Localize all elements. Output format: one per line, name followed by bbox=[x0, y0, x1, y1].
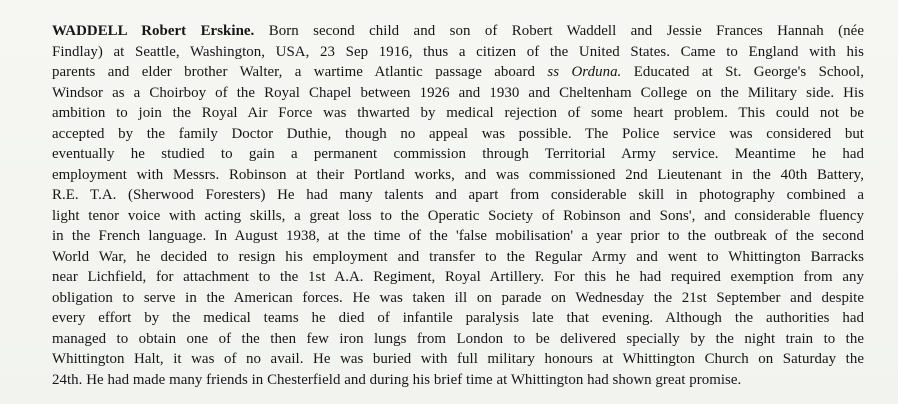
text-line: employment with Messrs. Robinson at their Portland works, and was commissioned 2nd Lieutenant in the 40th Battery, bbox=[52, 166, 864, 183]
text-line: every effort by the medical teams he died of infantile paralysis late that evening. Although the authorities had bbox=[52, 310, 864, 326]
text-line: Findlay) at Seattle, Washington, USA, 23 Sep 1916, thus a citizen of the United States. Came to England with his bbox=[52, 43, 864, 60]
text-line: 24th. He had made many friends in Chesterfield and during his brief time at Whittington had shown great promise. bbox=[52, 371, 742, 388]
line-text: Born second child and son of Robert Waddell and Jessie Frances Hannah (née bbox=[254, 23, 864, 39]
text-line: World War, he decided to resign his employment and transfer to the Regular Army and went to Whittington Barracks bbox=[52, 248, 864, 265]
text-line: Windsor as a Choirboy of the Royal Chapel between 1926 and 1930 and Cheltenham College on the Military side. His bbox=[52, 84, 864, 101]
entry-given-names: Robert Erskine. bbox=[141, 23, 255, 39]
text-line: accepted by the family Doctor Duthie, though no appeal was possible. The Police service was considered but bbox=[52, 125, 864, 142]
line-text: parents and elder brother Walter, a wartime Atlantic passage aboard bbox=[52, 64, 548, 80]
text-line: obligation to serve in the American forces. He was taken ill on parade on Wednesday the 21st September and despite bbox=[52, 289, 864, 306]
text-line: R.E. T.A. (Sherwood Foresters) He had many talents and apart from considerable skill in photography combined a bbox=[52, 187, 864, 203]
text-line: eventually he studied to gain a permanent commission through Territorial Army service. Meantime he had bbox=[52, 146, 864, 162]
ship-name: ss Orduna. bbox=[547, 64, 622, 80]
text-line: in the French language. In August 1938, at the time of the 'false mobilisation' a year prior to the outbreak of the second bbox=[52, 228, 864, 244]
text-line: near Lichfield, for attachment to the 1st A.A. Regiment, Royal Artillery. For this he had required exemption from any bbox=[52, 269, 864, 285]
text-line bbox=[52, 21, 864, 42]
text-line: managed to obtain one of the then few iron lungs from London to be delivered specially by the night train to the bbox=[52, 330, 864, 347]
line-text: Educated at St. George's School, bbox=[621, 64, 865, 80]
biography-entry bbox=[52, 21, 864, 390]
text-line bbox=[52, 62, 864, 83]
text-line: light tenor voice with acting skills, a great loss to the Operatic Society of Robinson and Sons', and considerable fluency bbox=[52, 207, 864, 224]
entry-name bbox=[52, 23, 254, 39]
entry-surname: WADDELL bbox=[52, 23, 127, 39]
text-line: ambition to join the Royal Air Force was thwarted by medical rejection of some heart problem. This could not be bbox=[52, 105, 864, 121]
text-line: Whittington Halt, it was of no avail. He was buried with full military honours at Whittington Church on Saturday the bbox=[52, 351, 864, 367]
